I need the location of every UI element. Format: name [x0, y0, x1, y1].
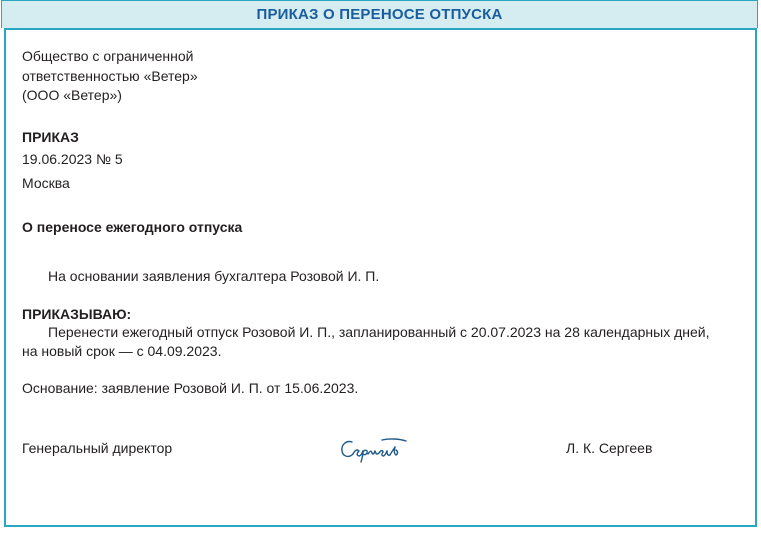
basis-paragraph: На основании заявления бухгалтера Розовой И. П. [48, 268, 380, 284]
handwritten-signature [338, 436, 414, 464]
signatory-position: Генеральный директор [22, 440, 173, 456]
title-bar [1, 0, 758, 28]
decree-line-2: на новый срок — с 04.09.2023. [22, 343, 222, 359]
order-city: Москва [22, 175, 70, 191]
document-title: ПРИКАЗ О ПЕРЕНОСЕ ОТПУСКА [256, 6, 503, 23]
org-name-line-1: Общество с ограниченной [22, 48, 194, 64]
org-name-line-2: ответственностью «Ветер» [22, 68, 198, 84]
decree-heading: ПРИКАЗЫВАЮ: [22, 306, 132, 322]
order-heading: ПРИКАЗ [22, 129, 79, 145]
decree-line-1: Перенести ежегодный отпуск Розовой И. П., запланированный с 20.07.2023 на 28 календарных дней, [48, 324, 710, 340]
order-date-number: 19.06.2023 № 5 [22, 151, 123, 167]
signatory-name: Л. К. Сергеев [566, 440, 653, 456]
order-subject: О переносе ежегодного отпуска [22, 219, 243, 235]
org-short-name: (ООО «Ветер») [22, 87, 122, 103]
grounds-line: Основание: заявление Розовой И. П. от 15.06.2023. [22, 380, 359, 396]
